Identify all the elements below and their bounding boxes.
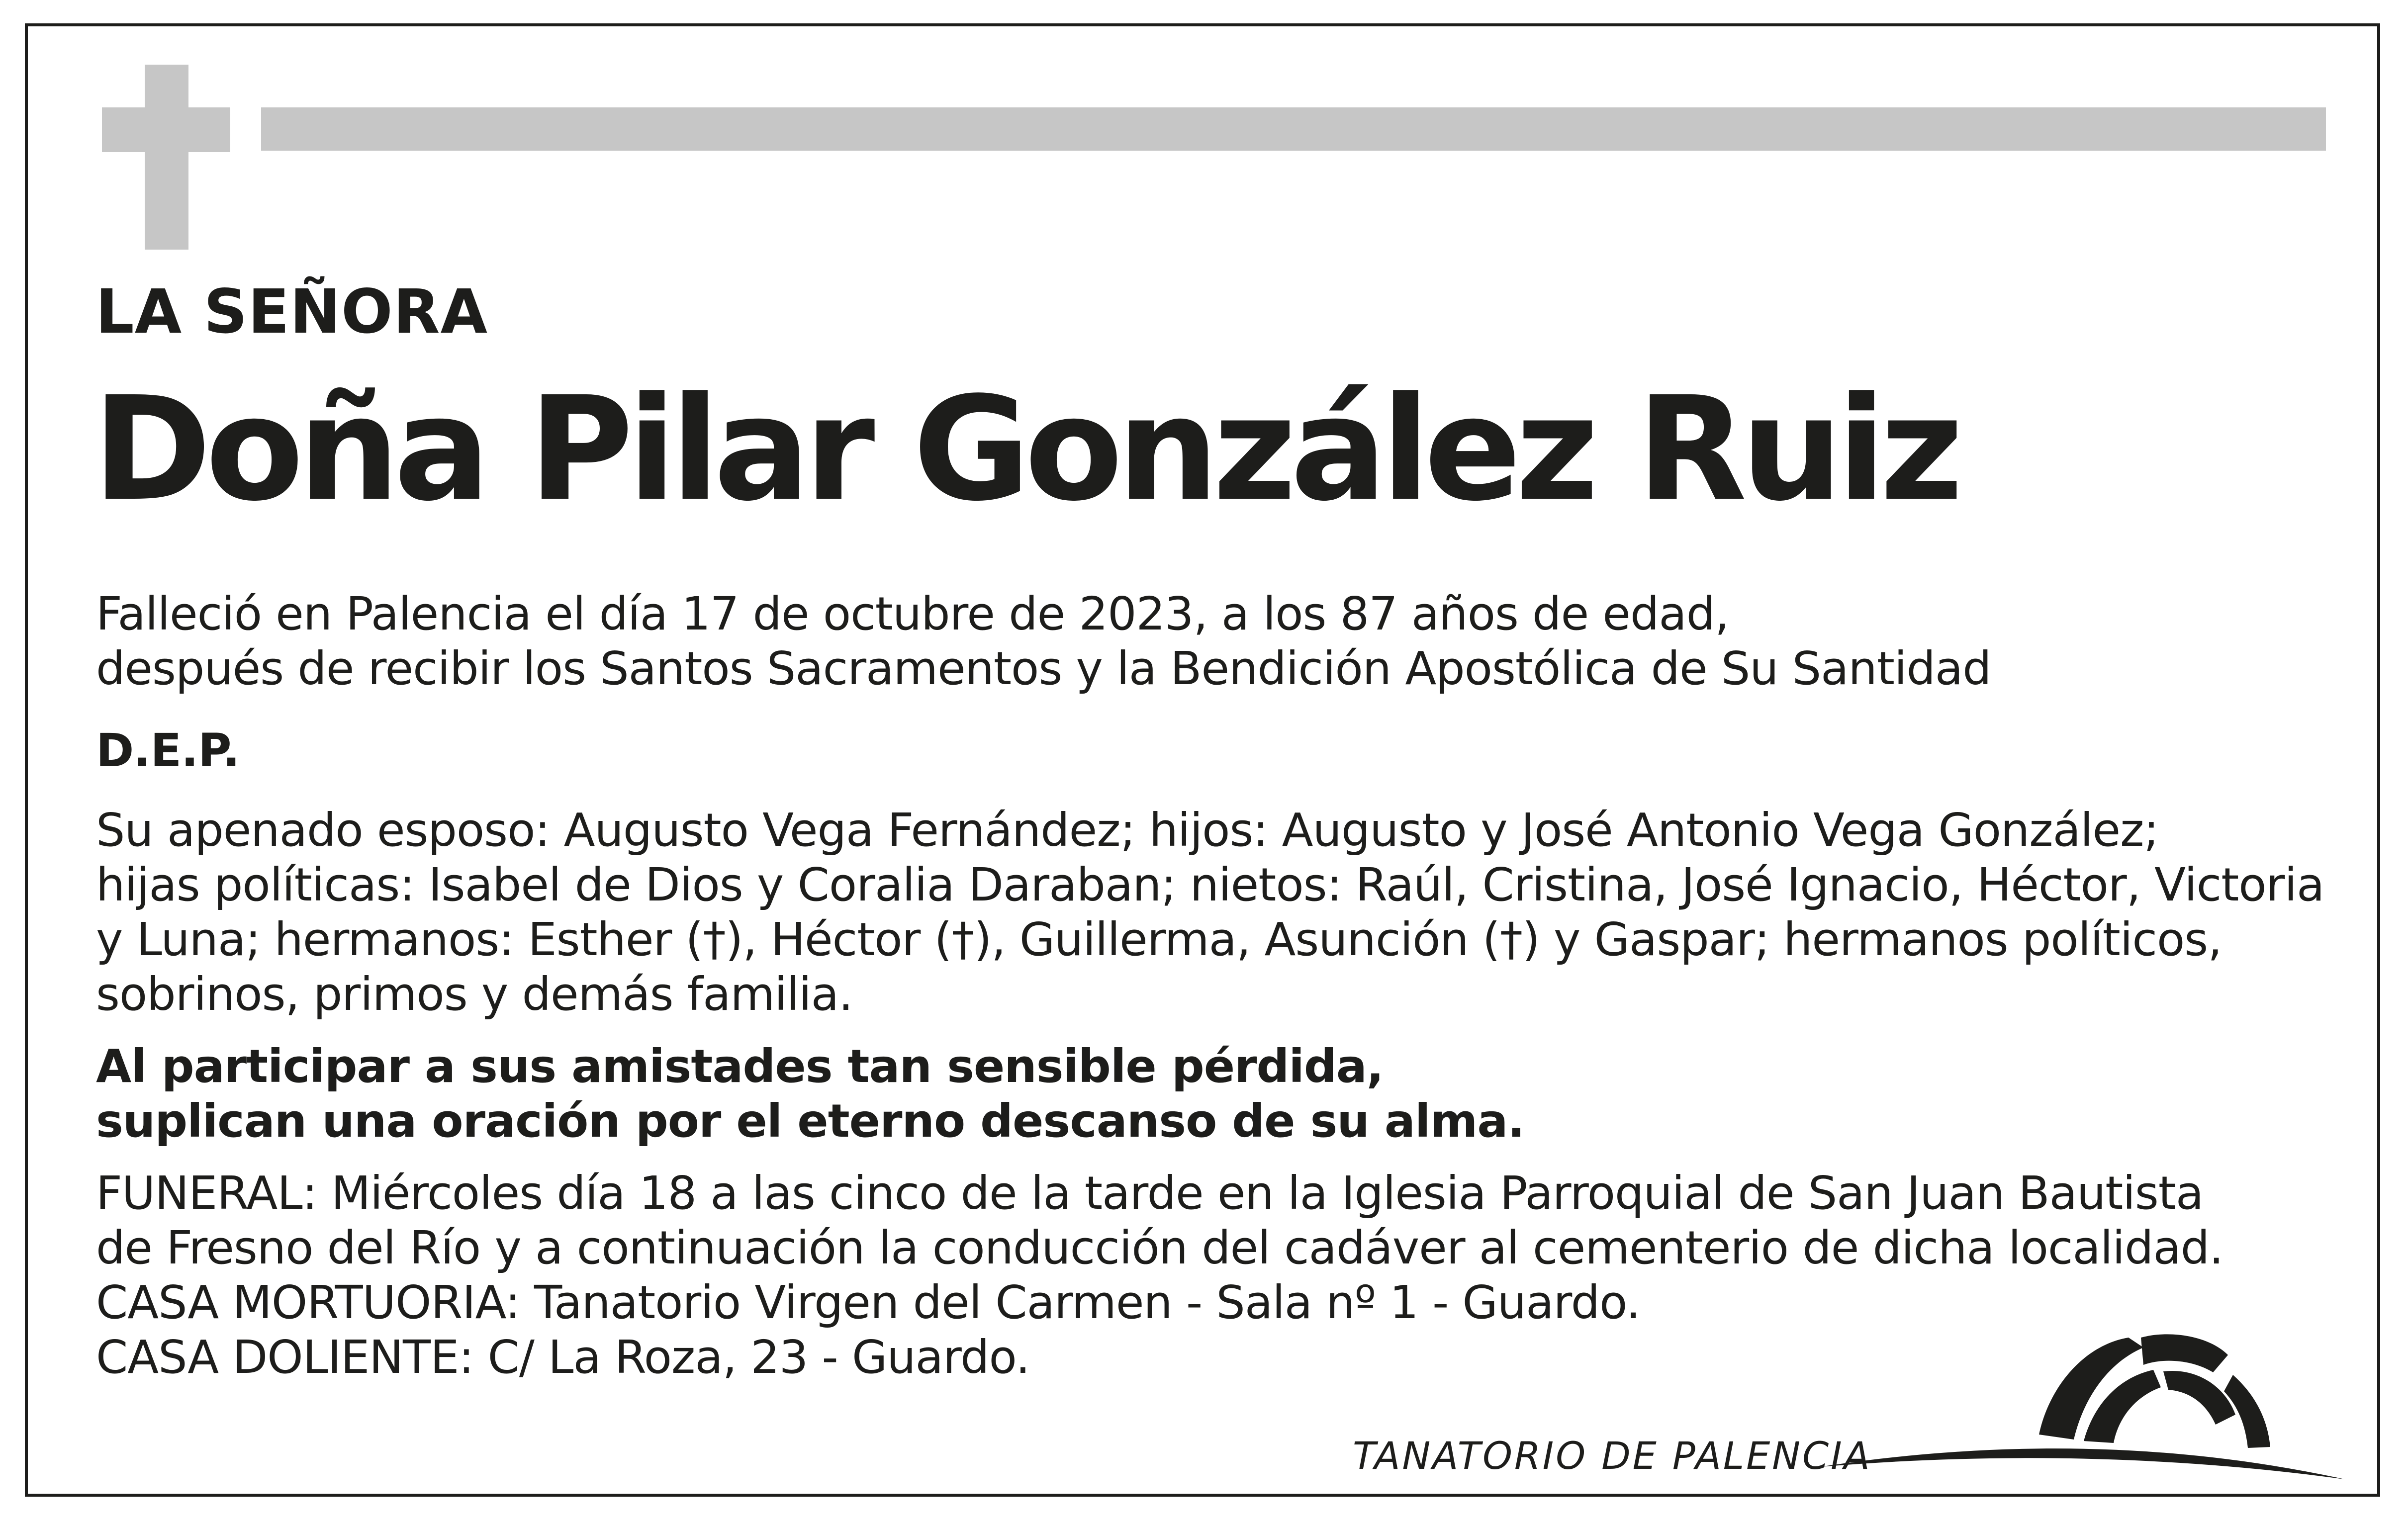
death-notice-line: Falleció en Palencia el día 17 de octubre de 2023, a los 87 años de edad, [96,587,1729,640]
family-line: hijas políticas: Isabel de Dios y Coralia Daraban; nietos: Raúl, Cristina, José Ignacio, Héctor, Victoria [96,858,2324,911]
mourning-house: CASA DOLIENTE: C/ La Roza, 23 - Guardo. [96,1331,1030,1384]
funeral-details: de Fresno del Río y a continuación la conducción del cadáver al cementerio de dicha localidad. [96,1221,2223,1274]
mortuary-house: CASA MORTUORIA: Tanatorio Virgen del Carmen - Sala nº 1 - Guardo. [96,1276,1641,1329]
header-bar [261,107,2326,151]
family-line: sobrinos, primos y demás familia. [96,968,853,1021]
request-line: Al participar a sus amistades tan sensible pérdida, [96,1040,1384,1093]
death-notice-line: después de recibir los Santos Sacramentos y la Bendición Apostólica de Su Santidad [96,642,1991,695]
family-line: Su apenado esposo: Augusto Vega Fernández; hijos: Augusto y José Antonio Vega González; [96,804,2159,857]
funeral-details: FUNERAL: Miércoles día 18 a las cinco de la tarde en la Iglesia Parroquial de San Juan Bautista [96,1167,2204,1220]
dep-label: D.E.P. [96,724,240,777]
deceased-name: Doña Pilar González Ruiz [93,366,1958,533]
family-line: y Luna; hermanos: Esther (†), Héctor (†), Guillerma, Asunción (†) y Gaspar; hermanos políticos, [96,913,2222,966]
request-line: suplican una oración por el eterno descanso de su alma. [96,1094,1525,1148]
tanatorio-logo-text: TANATORIO DE PALENCIA [1353,1434,1872,1478]
cross-icon [102,65,230,250]
honorific: LA SEÑORA [95,276,488,347]
